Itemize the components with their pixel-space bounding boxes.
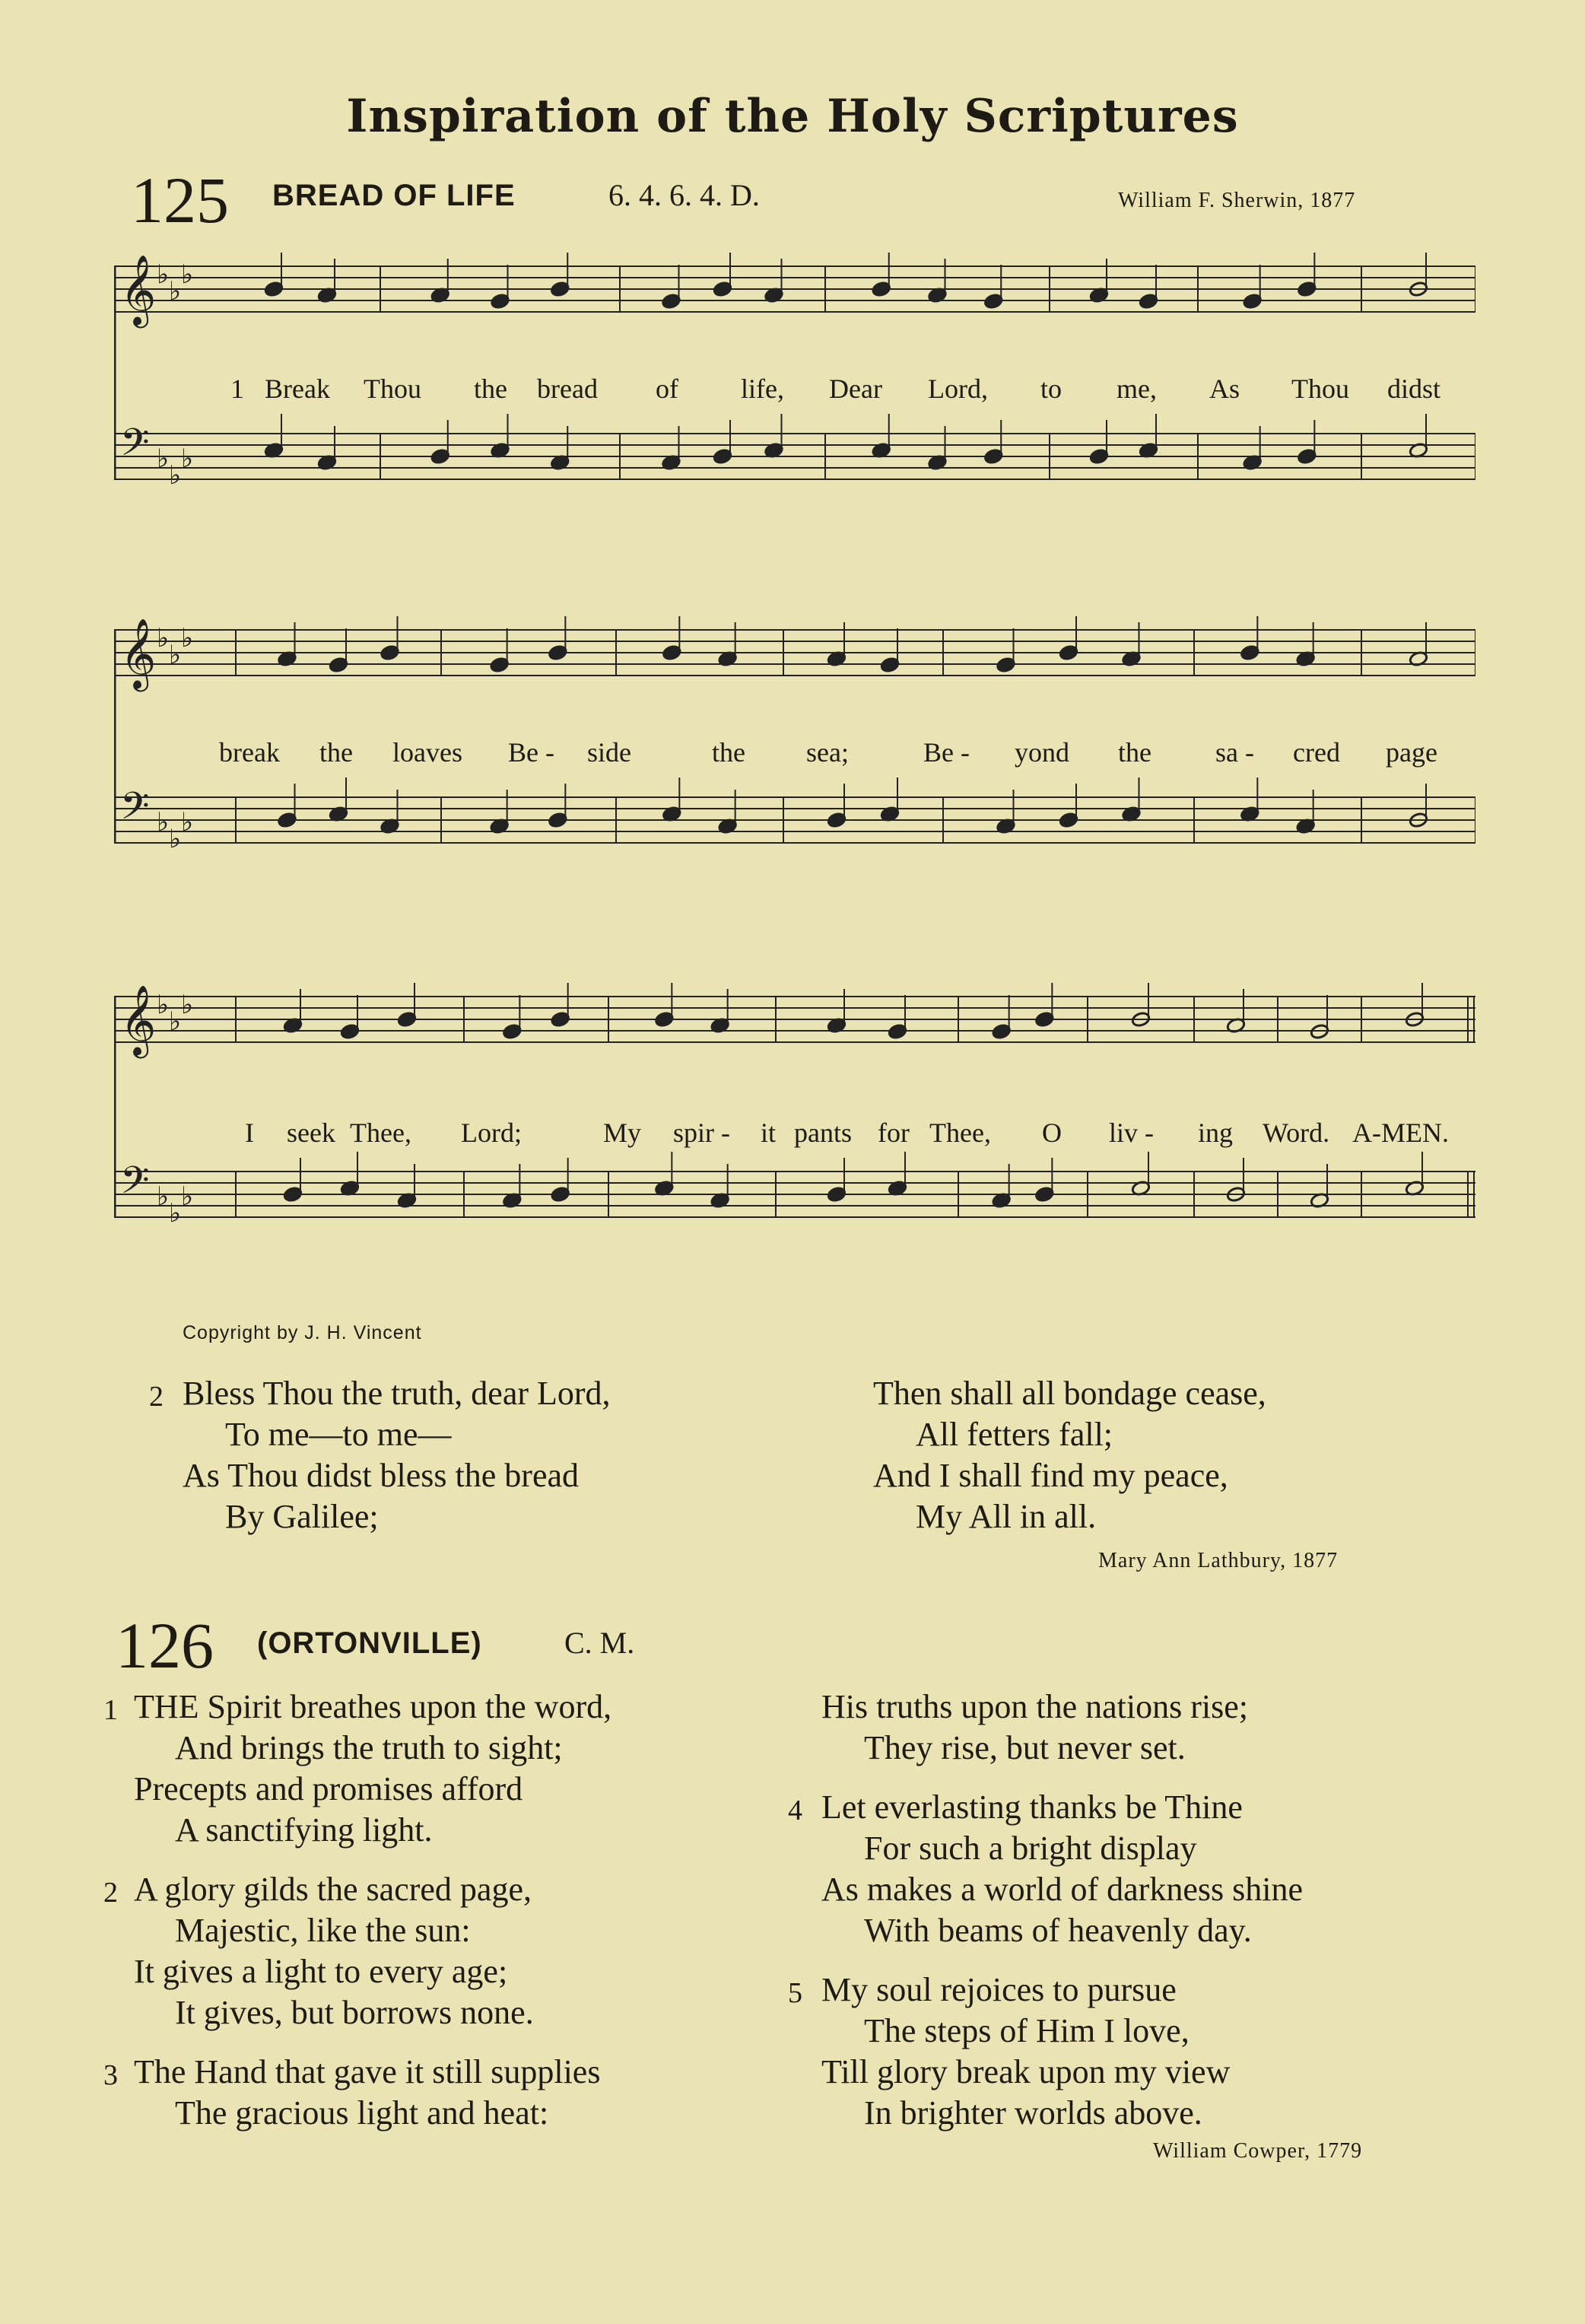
verse-line: To me—to me— (225, 1416, 452, 1453)
verse-line: By Galilee; (225, 1498, 379, 1535)
composer: William F. Sherwin, 1877 (1118, 189, 1356, 212)
meter: 6. 4. 6. 4. D. (608, 178, 760, 212)
lyric-word: Thee, (350, 1117, 411, 1148)
verse-line: In brighter worlds above. (864, 2094, 1202, 2132)
lyric-word: Be - (508, 737, 554, 768)
verse-number: 4 (788, 1795, 802, 1826)
flat-icon: ♭ (181, 623, 194, 653)
flat-icon: ♭ (157, 990, 170, 1020)
lyric-word: My (603, 1117, 642, 1148)
verse-line: Then shall all bondage cease, (873, 1375, 1266, 1412)
verse-line: Till glory break upon my view (821, 2053, 1231, 2090)
treble-clef-icon: 𝄞 (120, 618, 157, 688)
tune-name: (ORTONVILLE) (257, 1626, 482, 1660)
verse-line: A sanctifying light. (175, 1811, 433, 1849)
lyric-word: life, (741, 374, 784, 404)
section-title: Inspiration of the Holy Scriptures (346, 90, 1239, 143)
flat-icon: ♭ (169, 640, 182, 670)
verse-line: With beams of heavenly day. (864, 1912, 1252, 1949)
verse-line: My soul rejoices to pursue (821, 1971, 1177, 2008)
lyric-word: yond (1015, 737, 1069, 768)
verse-line: The steps of Him I love, (864, 2012, 1190, 2049)
lyric-word: cred (1293, 737, 1340, 768)
verse-number: 5 (788, 1977, 802, 2009)
author: Mary Ann Lathbury, 1877 (1098, 1549, 1339, 1572)
treble-clef-icon: 𝄞 (120, 254, 157, 325)
lyric-word: didst (1387, 374, 1441, 404)
staff-svg-3 (114, 981, 1475, 1331)
lyric-word: spir - (673, 1117, 730, 1148)
author: William Cowper, 1779 (1153, 2139, 1363, 2163)
verse-line: His truths upon the nations rise; (821, 1688, 1248, 1725)
lyric-word: sea; (806, 737, 849, 768)
flat-icon: ♭ (169, 1198, 182, 1229)
lyric-word: 1 (230, 374, 244, 404)
hymn-number: 126 (116, 1609, 214, 1682)
lyric-word: side (587, 737, 631, 768)
bass-clef-icon: 𝄢 (120, 1159, 150, 1212)
bass-clef-icon: 𝄢 (120, 784, 150, 838)
lyric-word: liv - (1109, 1117, 1154, 1148)
meter: C. M. (564, 1626, 635, 1660)
flat-icon: ♭ (169, 1006, 182, 1037)
lyric-word: the (319, 737, 353, 768)
lyric-word: bread (537, 374, 598, 404)
flat-icon: ♭ (157, 623, 170, 653)
treble-clef-icon: 𝄞 (120, 984, 157, 1055)
verse-number: 2 (103, 1877, 118, 1909)
verse-line: For such a bright display (864, 1830, 1197, 1867)
staff-svg-2 (114, 615, 1475, 904)
verse-number: 1 (103, 1694, 118, 1726)
lyric-word: Be - (923, 737, 970, 768)
flat-icon: ♭ (157, 807, 170, 838)
lyric-word: the (474, 374, 507, 404)
flat-icon: ♭ (169, 276, 182, 307)
lyric-word: Thou (1291, 374, 1349, 404)
tune-name: BREAD OF LIFE (272, 179, 516, 212)
lyric-word: page (1386, 737, 1437, 768)
lyric-word: loaves (392, 737, 462, 768)
lyric-word: I (245, 1117, 254, 1148)
lyric-word: me, (1116, 374, 1157, 404)
lyric-word: Lord, (928, 374, 988, 404)
verse-line: The Hand that gave it still supplies (134, 2053, 601, 2090)
lyric-word: it (761, 1117, 777, 1148)
verse-line: Precepts and promises afford (134, 1770, 523, 1807)
verse-number: 3 (103, 2059, 118, 2091)
verse-line: A glory gilds the sacred page, (134, 1871, 532, 1908)
flat-icon: ♭ (181, 990, 194, 1020)
verse-number: 2 (149, 1381, 164, 1413)
verse-line: And I shall find my peace, (873, 1457, 1228, 1494)
verse-line: Bless Thou the truth, dear Lord, (183, 1375, 611, 1412)
flat-icon: ♭ (181, 443, 194, 474)
lyric-word: break (219, 737, 280, 768)
flat-icon: ♭ (157, 259, 170, 290)
lyric-word: for (878, 1117, 910, 1148)
verse-line: THE Spirit breathes upon the word, (134, 1688, 612, 1725)
lyric-word: the (1118, 737, 1151, 768)
bass-clef-icon: 𝄢 (120, 421, 150, 474)
lyric-word: ing (1198, 1117, 1234, 1148)
flat-icon: ♭ (181, 259, 194, 290)
flat-icon: ♭ (157, 1181, 170, 1212)
lyric-word: of (656, 374, 678, 404)
verse-line: The gracious light and heat: (175, 2094, 549, 2132)
lyric-word: Thou (364, 374, 421, 404)
copyright-note: Copyright by J. H. Vincent (183, 1322, 422, 1343)
flat-icon: ♭ (169, 460, 182, 491)
lyric-word: pants (794, 1117, 852, 1148)
verse-line: My All in all. (916, 1498, 1097, 1535)
lyric-word: Dear (829, 374, 882, 404)
flat-icon: ♭ (181, 807, 194, 838)
verse-line: It gives, but borrows none. (175, 1994, 534, 2031)
lyric-word: Lord; (461, 1117, 522, 1148)
lyric-word: the (712, 737, 745, 768)
lyric-word: seek (287, 1117, 335, 1148)
lyric-word: Thee, (929, 1117, 991, 1148)
flat-icon: ♭ (169, 824, 182, 854)
lyric-word: Break (265, 374, 330, 404)
music-system-3 (114, 981, 1475, 1331)
verse-line: Majestic, like the sun: (175, 1912, 471, 1949)
flat-icon: ♭ (181, 1181, 194, 1212)
amen-word: A-MEN. (1352, 1117, 1449, 1148)
verse-line: As Thou didst bless the bread (183, 1457, 580, 1494)
verse-line: They rise, but never set. (864, 1729, 1186, 1766)
lyric-word: O (1042, 1117, 1062, 1148)
lyric-word: sa - (1215, 737, 1254, 768)
lyric-word: to (1040, 374, 1062, 404)
verse-line: It gives a light to every age; (134, 1953, 508, 1990)
lyric-word: As (1209, 374, 1240, 404)
hymn-number: 125 (131, 164, 229, 237)
verse-line: Let everlasting thanks be Thine (821, 1788, 1243, 1826)
flat-icon: ♭ (157, 443, 170, 474)
music-system-2 (114, 615, 1475, 904)
verse-line: And brings the truth to sight; (175, 1729, 563, 1766)
verse-line: All fetters fall; (916, 1416, 1113, 1453)
lyric-word: Word. (1263, 1117, 1330, 1148)
verse-line: As makes a world of darkness shine (821, 1871, 1303, 1908)
